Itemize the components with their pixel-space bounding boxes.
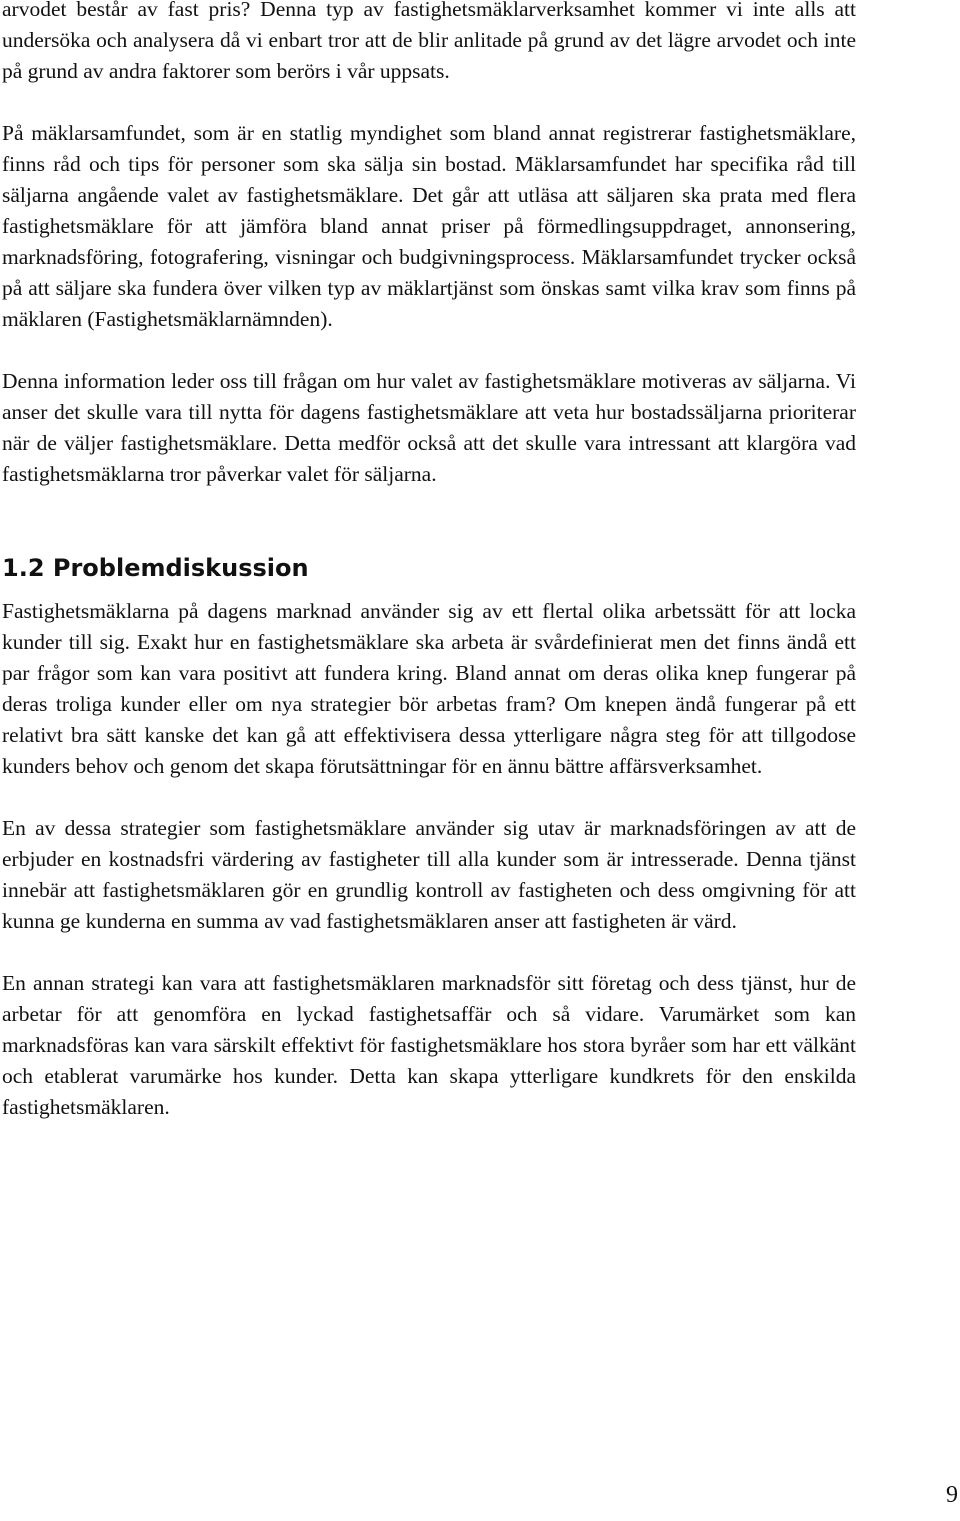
- paragraph: På mäklarsamfundet, som är en statlig myndighet som bland annat registrerar fastighetsmäklare, finns råd och tips för personer som ska sälja sin bostad. Mäklarsamfundet har specifika råd till säljarna angående valet av fastighetsmäklare. Det går att utläsa att säljaren ska prata med flera fastighetsmäklare för att jämföra bland annat priser på förmedlingsuppdraget, annonsering, marknadsföring, fotografering, visningar och budgivningsprocess. Mäklarsamfundet trycker också på att säljare ska fundera över vilken typ av mäklartjänst som önskas samt vilka krav som finns på mäklaren (Fastighetsmäklarnämnden).: [2, 121, 856, 331]
- paragraph: arvodet består av fast pris? Denna typ av fastighetsmäklarverksamhet kommer vi inte alls att undersöka och analysera då vi enbart tror att de blir anlitade på grund av det lägre arvodet och inte på grund av andra faktorer som berörs i vår uppsats.: [2, 0, 856, 83]
- paragraph: Denna information leder oss till frågan om hur valet av fastighetsmäklare motiveras av säljarna. Vi anser det skulle vara till nytta för dagens fastighetsmäklare att veta hur bostadssäljarna prioriterar när de väljer fastighetsmäklare. Detta medför också att det skulle vara intressant att klargöra vad fastighetsmäklarna tror påverkar valet för säljarna.: [2, 369, 856, 486]
- paragraph: En av dessa strategier som fastighetsmäklare använder sig utav är marknadsföringen av att de erbjuder en kostnadsfri värdering av fastigheter till alla kunder som är intresserade. Denna tjänst innebär att fastighetsmäklaren gör en grundlig kontroll av fastigheten och dess omgivning för att kunna ge kunderna en summa av vad fastighetsmäklaren anser att fastigheten är värd.: [2, 816, 856, 933]
- section-heading: 1.2 Problemdiskussion: [2, 554, 309, 582]
- page-number: 9: [946, 1482, 958, 1508]
- page-body: [2, 0, 856, 1154]
- paragraph: Fastighetsmäklarna på dagens marknad använder sig av ett flertal olika arbetssätt för att locka kunder till sig. Exakt hur en fastighetsmäklare ska arbeta är svårdefinierat men det finns ändå ett par frågor som kan vara positivt att fundera kring. Bland annat om deras olika knep fungerar på deras troliga kunder eller om nya strategier bör arbetas fram? Om knepen ändå fungerar på ett relativt bra sätt kanske det kan gå att effektivisera dessa ytterligare några steg för att tillgodose kunders behov och genom det skapa förutsättningar för en ännu bättre affärsverksamhet.: [2, 599, 856, 778]
- paragraph: En annan strategi kan vara att fastighetsmäklaren marknadsför sitt företag och dess tjänst, hur de arbetar för att genomföra en lyckad fastighetsaffär och så vidare. Varumärket som kan marknadsföras kan vara särskilt effektivt för fastighetsmäklare hos stora byråer som har ett välkänt och etablerat varumärke hos kunder. Detta kan skapa ytterligare kundkrets för den enskilda fastighetsmäklaren.: [2, 971, 856, 1119]
